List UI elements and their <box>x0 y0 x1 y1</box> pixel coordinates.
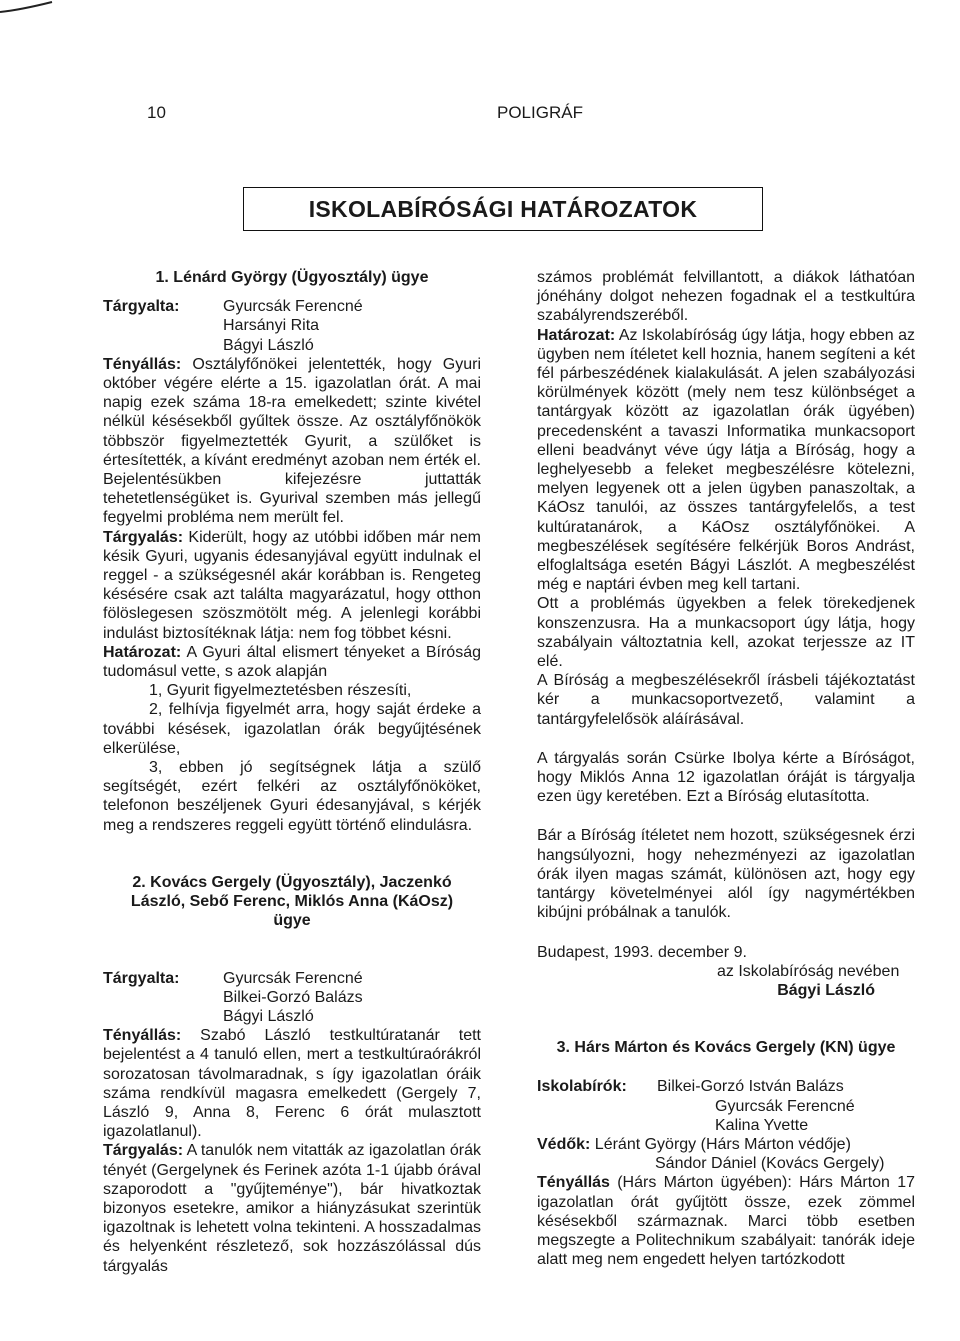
tenyallas-label: Tényállás: <box>103 355 182 373</box>
case2-decision <box>537 326 915 595</box>
case3-facts <box>537 1173 915 1269</box>
case1-heading: 1. Lénárd György (Ügyosztály) ügye <box>155 269 429 286</box>
decision-point: 3, ebben jó segítségnek látja a szülő segítségét, ezért felkéri az osztályfőnököket, telefonon beszéljenek Gyuri édesanyjával, s kérjék meg a rendszeres reggeli együtt történő elindulásra. <box>103 759 481 834</box>
judge-name: Gyurcsák Ferencné <box>715 1097 855 1115</box>
judge-name: Kalina Yvette <box>715 1116 809 1134</box>
case3-heading: 3. Hárs Márton és Kovács Gergely (KN) ügye <box>556 1039 896 1057</box>
targyalta-label: Tárgyalta: <box>103 969 180 987</box>
case1-judges <box>103 297 481 316</box>
decision-point: 2, felhívja figyelmét arra, hogy saját érdeke a további késések, igazolatlan órák begyűjtésének elkerülése, <box>103 701 481 757</box>
tenyallas-text: Szabó László testkultúratanár tett bejelentést a 4 tanuló ellen, mert a testkultúraórákról sorozatosan távolmaradnak, s így igazolatlan óráik száma rendkívül magasra emelkedett (Gergely 7, László 9, Anna 8, Ferenc 6 órát mulasztott igazolatlanul). <box>103 1027 481 1141</box>
case2-heading-line2: László, Sebő Ferenc, Miklós Anna (KáOsz) <box>130 893 454 911</box>
case3-judges <box>537 1077 915 1096</box>
journal-name: POLIGRÁF <box>497 103 583 122</box>
targyalas-text: A tanulók nem vitatták az igazolatlan órák tényét (Gergelynek és Ferinek azóta 1-1 újabb órával szaporodott a "gyűjteménye"), bár hivatkoztak bizonyos esetekre, amikor a hiányzásukat szerintük igazoltnak is lehetett volna tekinteni. A hosszadalmas és helyenként részletező, sok hozzászólással dús tárgyalás <box>103 1142 481 1275</box>
judge-name: Bágyi László <box>223 336 314 354</box>
defender-name: Sándor Dániel (Kovács Gergely) <box>655 1155 885 1173</box>
case2-heading-line3: ügye <box>273 912 311 930</box>
hatarozat-text: Az Iskolabíróság úgy látja, hogy ebben az ügyben nem ítéletet kell hoznia, hanem segíteni a két fél párbeszédének kialakulását. A jelen szabályozási körülmények között (mely nem tesz különbséget a tantárgyak között az igazolatlan órák ügyében) precedensként a tavaszi Informatika munkacsoport elleni beadványt véve úgy látja a Bíróság, hogy a leghelyesebb a feleket megbeszélésre kötelezni, melyen legyenek ott a jelen ügyben panaszoltak, a KáOsz tanulói, az összes tantárgyfelelős, a test kultúratanárok, a KáOsz osztályfőnökei. A megbeszélések segítésére felkérjük Boros Andrást, elfoglaltsága esetén Bágyi Lászlót. A megbeszélést még e naptári évben meg kell tartani. <box>537 326 916 594</box>
tenyallas-text: (Hárs Márton ügyében): Hárs Márton 17 igazolatlan órát gyűjtött össze, ezek zömmel késésekből származnak. Marci több esetben megszegte a Politechnikum szabályait: tanórák ideje alatt meg nem engedett helyen tartózkodott <box>537 1174 916 1269</box>
targyalas-label: Tárgyalás: <box>103 1142 184 1160</box>
hatarozat-label: Határozat: <box>103 643 182 661</box>
case2-heading-line1: 2. Kovács Gergely (Ügyosztály), Jaczenkó <box>132 873 452 891</box>
paragraph: A tárgyalás során Csürke Ibolya kérte a Bíróságot, hogy Miklós Anna 12 igazolatlan óráját is tárgyalja ezen ügy keretében. Ezt a Bíróság elutasította. <box>537 749 915 806</box>
judge-name: Gyurcsák Ferencné <box>223 298 363 316</box>
tenyallas-label: Tényállás: <box>103 1027 182 1045</box>
judge-name: Bilkei-Gorzó Balázs <box>223 988 363 1006</box>
paragraph: Bár a Bíróság ítéletet nem hozott, szükségesnek érzi hangsúlyozni, hogy nehezményezi az igazolatlan órák ilyen magas számát, különösen azt, hogy egy tantárgy követelményei alól így nagymértékben kibújni próbálnak a tanulók. <box>537 827 915 922</box>
judge-name: Gyurcsák Ferencné <box>223 969 363 987</box>
case2-judges <box>103 969 481 988</box>
continued-paragraph: számos problémát felvillantott, a diákok láthatóan jónéhány dolgot nehezen fogadnak el a testkultúra szabályrendszeréből. <box>537 269 915 325</box>
judge-name: Bilkei-Gorzó István Balázs <box>657 1078 844 1096</box>
tenyallas-text: Osztályfőnökei jelentették, hogy Gyuri október végére elérte a 15. igazolatlan órát. A mai napig ezek száma 18-ra emelkedett; szinte kivétel nélkül késésekből gyűltek össze. Az osztályfőnökök többször figyelmeztették Gyurit, a szülőket is értesítették, a kívánt eredményt azoban nem érték el. Bejelentésükben kifejezésre juttatták tehetetlenségüket is. Gyurival szemben más jellegű fegyelmi probléma nem merült fel. <box>103 355 481 527</box>
targyalas-text: Kiderült, hogy az utóbbi időben már nem késik Gyuri, ugyanis édesanyjával együtt indulnak el reggel - a szükségesnél akár korábban is. Rengeteg késésére csak azt találta magyarázatul, hogy otthon fölöslegesen szöszmötölt még. A jelenlegi korábbi indulást biztosítéknak látja: nem fog többet késni. <box>103 528 482 642</box>
corner-scan-mark <box>0 0 60 20</box>
signature-name: Bágyi László <box>777 981 875 999</box>
judge-name: Harsányi Rita <box>223 317 320 335</box>
case1-hearing <box>103 528 481 643</box>
case2-hearing <box>103 1141 481 1275</box>
vedok-label: Védők: <box>537 1135 591 1153</box>
targyalas-label: Tárgyalás: <box>103 528 184 546</box>
page-header <box>0 103 960 127</box>
page-title: ISKOLABÍRÓSÁGI HATÁROZATOK <box>243 187 763 231</box>
case1-decision <box>103 643 481 681</box>
iskolabirok-label: Iskolabírók: <box>537 1078 627 1096</box>
page-number: 10 <box>147 103 166 122</box>
hatarozat-text: A Gyuri által elismert tényeket a Bíróság tudomásul vette, s azok alapján <box>103 643 482 681</box>
case1-facts <box>103 355 481 528</box>
decision-point: 1, Gyurit figyelmeztetésben részesíti, <box>149 682 412 700</box>
left-column <box>103 268 481 1276</box>
tenyallas-label: Tényállás <box>537 1174 610 1192</box>
paragraph: Ott a problémás ügyekben a felek törekedjenek konszenzusra. Ha a munkacsoport úgy látja, hogy szabályain változtatnia kell, azokat terjessze az IT elé. <box>537 595 915 671</box>
date-line: Budapest, 1993. december 9. <box>537 943 747 961</box>
defender-name: Léránt György (Hárs Márton védője) <box>594 1135 851 1153</box>
right-column <box>537 268 915 1269</box>
paragraph: A Bíróság a megbeszélésekről írásbeli tájékoztatást kér a munkacsoportvezető, valamint a tantárgyfelelősök aláírásával. <box>537 672 915 728</box>
hatarozat-label: Határozat: <box>537 326 616 344</box>
case3-defenders <box>537 1135 915 1154</box>
case2-facts <box>103 1026 481 1141</box>
targyalta-label: Tárgyalta: <box>103 298 180 316</box>
signature-line: az Iskolabíróság nevében <box>717 962 900 980</box>
judge-name: Bágyi László <box>223 1007 314 1025</box>
